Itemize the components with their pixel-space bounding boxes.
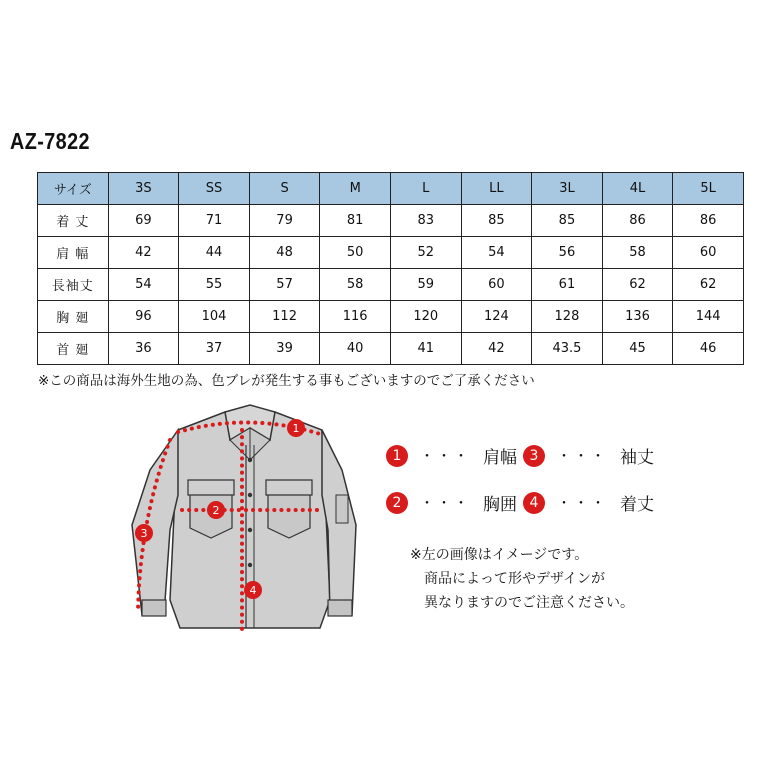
table-cell: 43.5 bbox=[532, 333, 603, 365]
table-cell: 59 bbox=[390, 269, 461, 301]
table-cell: 69 bbox=[108, 205, 179, 237]
size-header-label: サイズ bbox=[38, 173, 109, 205]
table-cell: 54 bbox=[108, 269, 179, 301]
disclaimer-line: ※左の画像はイメージです。 bbox=[410, 547, 589, 563]
row-label: 着 丈 bbox=[38, 205, 109, 237]
table-row bbox=[38, 237, 744, 269]
table-cell: 48 bbox=[249, 237, 320, 269]
table-cell: 116 bbox=[320, 301, 391, 333]
table-cell: 96 bbox=[108, 301, 179, 333]
row-label: 長袖丈 bbox=[38, 269, 109, 301]
table-cell: 42 bbox=[108, 237, 179, 269]
legend-label: 袖丈 bbox=[620, 448, 654, 468]
fabric-note: ※この商品は海外生地の為、色ブレが発生する事もございますのでご了承ください bbox=[38, 373, 535, 389]
table-cell: 56 bbox=[532, 237, 603, 269]
table-cell: 71 bbox=[179, 205, 250, 237]
legend-label: 肩幅 bbox=[483, 448, 517, 468]
legend-dots: ・・・ bbox=[557, 495, 608, 512]
size-col-header: LL bbox=[461, 173, 532, 205]
row-label: 胸 廻 bbox=[38, 301, 109, 333]
table-cell: 128 bbox=[532, 301, 603, 333]
legend-chest bbox=[386, 490, 517, 515]
shirt-diagram bbox=[120, 400, 380, 640]
marker-4: 4 bbox=[249, 584, 257, 597]
shirt-button bbox=[248, 563, 252, 567]
table-cell: 58 bbox=[320, 269, 391, 301]
legend-badge: 1 bbox=[386, 445, 408, 467]
table-cell: 85 bbox=[532, 205, 603, 237]
table-cell: 40 bbox=[320, 333, 391, 365]
model-number: AZ-7822 bbox=[10, 128, 90, 154]
legend-badge: 2 bbox=[386, 492, 408, 514]
table-cell: 57 bbox=[249, 269, 320, 301]
size-col-header: M bbox=[320, 173, 391, 205]
table-cell: 39 bbox=[249, 333, 320, 365]
table-cell: 44 bbox=[179, 237, 250, 269]
table-cell: 58 bbox=[602, 237, 673, 269]
table-cell: 83 bbox=[390, 205, 461, 237]
table-cell: 81 bbox=[320, 205, 391, 237]
table-row bbox=[38, 333, 744, 365]
table-cell: 62 bbox=[673, 269, 744, 301]
table-cell: 61 bbox=[532, 269, 603, 301]
legend-length bbox=[523, 490, 654, 515]
right-cuff bbox=[328, 600, 352, 616]
table-cell: 112 bbox=[249, 301, 320, 333]
legend-shoulder bbox=[386, 443, 517, 468]
size-col-header: 3L bbox=[532, 173, 603, 205]
table-cell: 60 bbox=[461, 269, 532, 301]
table-cell: 42 bbox=[461, 333, 532, 365]
size-col-header: 5L bbox=[673, 173, 744, 205]
table-cell: 124 bbox=[461, 301, 532, 333]
table-cell: 36 bbox=[108, 333, 179, 365]
legend-badge: 3 bbox=[523, 445, 545, 467]
table-cell: 104 bbox=[179, 301, 250, 333]
table-cell: 79 bbox=[249, 205, 320, 237]
table-cell: 60 bbox=[673, 237, 744, 269]
image-disclaimer bbox=[410, 543, 634, 615]
disclaimer-line: 商品によって形やデザインが bbox=[424, 571, 606, 587]
size-col-header: 4L bbox=[602, 173, 673, 205]
table-cell: 86 bbox=[673, 205, 744, 237]
table-cell: 37 bbox=[179, 333, 250, 365]
table-cell: 46 bbox=[673, 333, 744, 365]
table-cell: 54 bbox=[461, 237, 532, 269]
size-col-header: L bbox=[390, 173, 461, 205]
marker-1: 1 bbox=[292, 422, 300, 435]
table-cell: 85 bbox=[461, 205, 532, 237]
table-cell: 41 bbox=[390, 333, 461, 365]
legend-badge: 4 bbox=[523, 492, 545, 514]
row-label: 首 廻 bbox=[38, 333, 109, 365]
table-cell: 86 bbox=[602, 205, 673, 237]
marker-3: 3 bbox=[140, 527, 148, 540]
legend-dots: ・・・ bbox=[557, 448, 608, 465]
legend-dots: ・・・ bbox=[420, 448, 471, 465]
table-cell: 120 bbox=[390, 301, 461, 333]
size-table bbox=[37, 172, 744, 365]
size-header-row bbox=[38, 173, 744, 205]
size-col-header: 3S bbox=[108, 173, 179, 205]
size-col-header: S bbox=[249, 173, 320, 205]
table-cell: 62 bbox=[602, 269, 673, 301]
table-cell: 52 bbox=[390, 237, 461, 269]
disclaimer-line: 異なりますのでご注意ください。 bbox=[424, 595, 634, 611]
table-cell: 144 bbox=[673, 301, 744, 333]
row-label: 肩 幅 bbox=[38, 237, 109, 269]
table-cell: 55 bbox=[179, 269, 250, 301]
size-col-header: SS bbox=[179, 173, 250, 205]
left-cuff bbox=[142, 600, 166, 616]
legend-sleeve bbox=[523, 443, 654, 468]
legend-label: 着丈 bbox=[620, 495, 654, 515]
shirt-button bbox=[248, 528, 252, 532]
shirt-button bbox=[248, 493, 252, 497]
table-row bbox=[38, 269, 744, 301]
shirt-button bbox=[248, 458, 252, 462]
legend-label: 胸囲 bbox=[483, 495, 517, 515]
marker-2: 2 bbox=[212, 504, 220, 517]
table-cell: 50 bbox=[320, 237, 391, 269]
legend-dots: ・・・ bbox=[420, 495, 471, 512]
table-cell: 45 bbox=[602, 333, 673, 365]
table-row bbox=[38, 205, 744, 237]
table-row bbox=[38, 301, 744, 333]
table-cell: 136 bbox=[602, 301, 673, 333]
